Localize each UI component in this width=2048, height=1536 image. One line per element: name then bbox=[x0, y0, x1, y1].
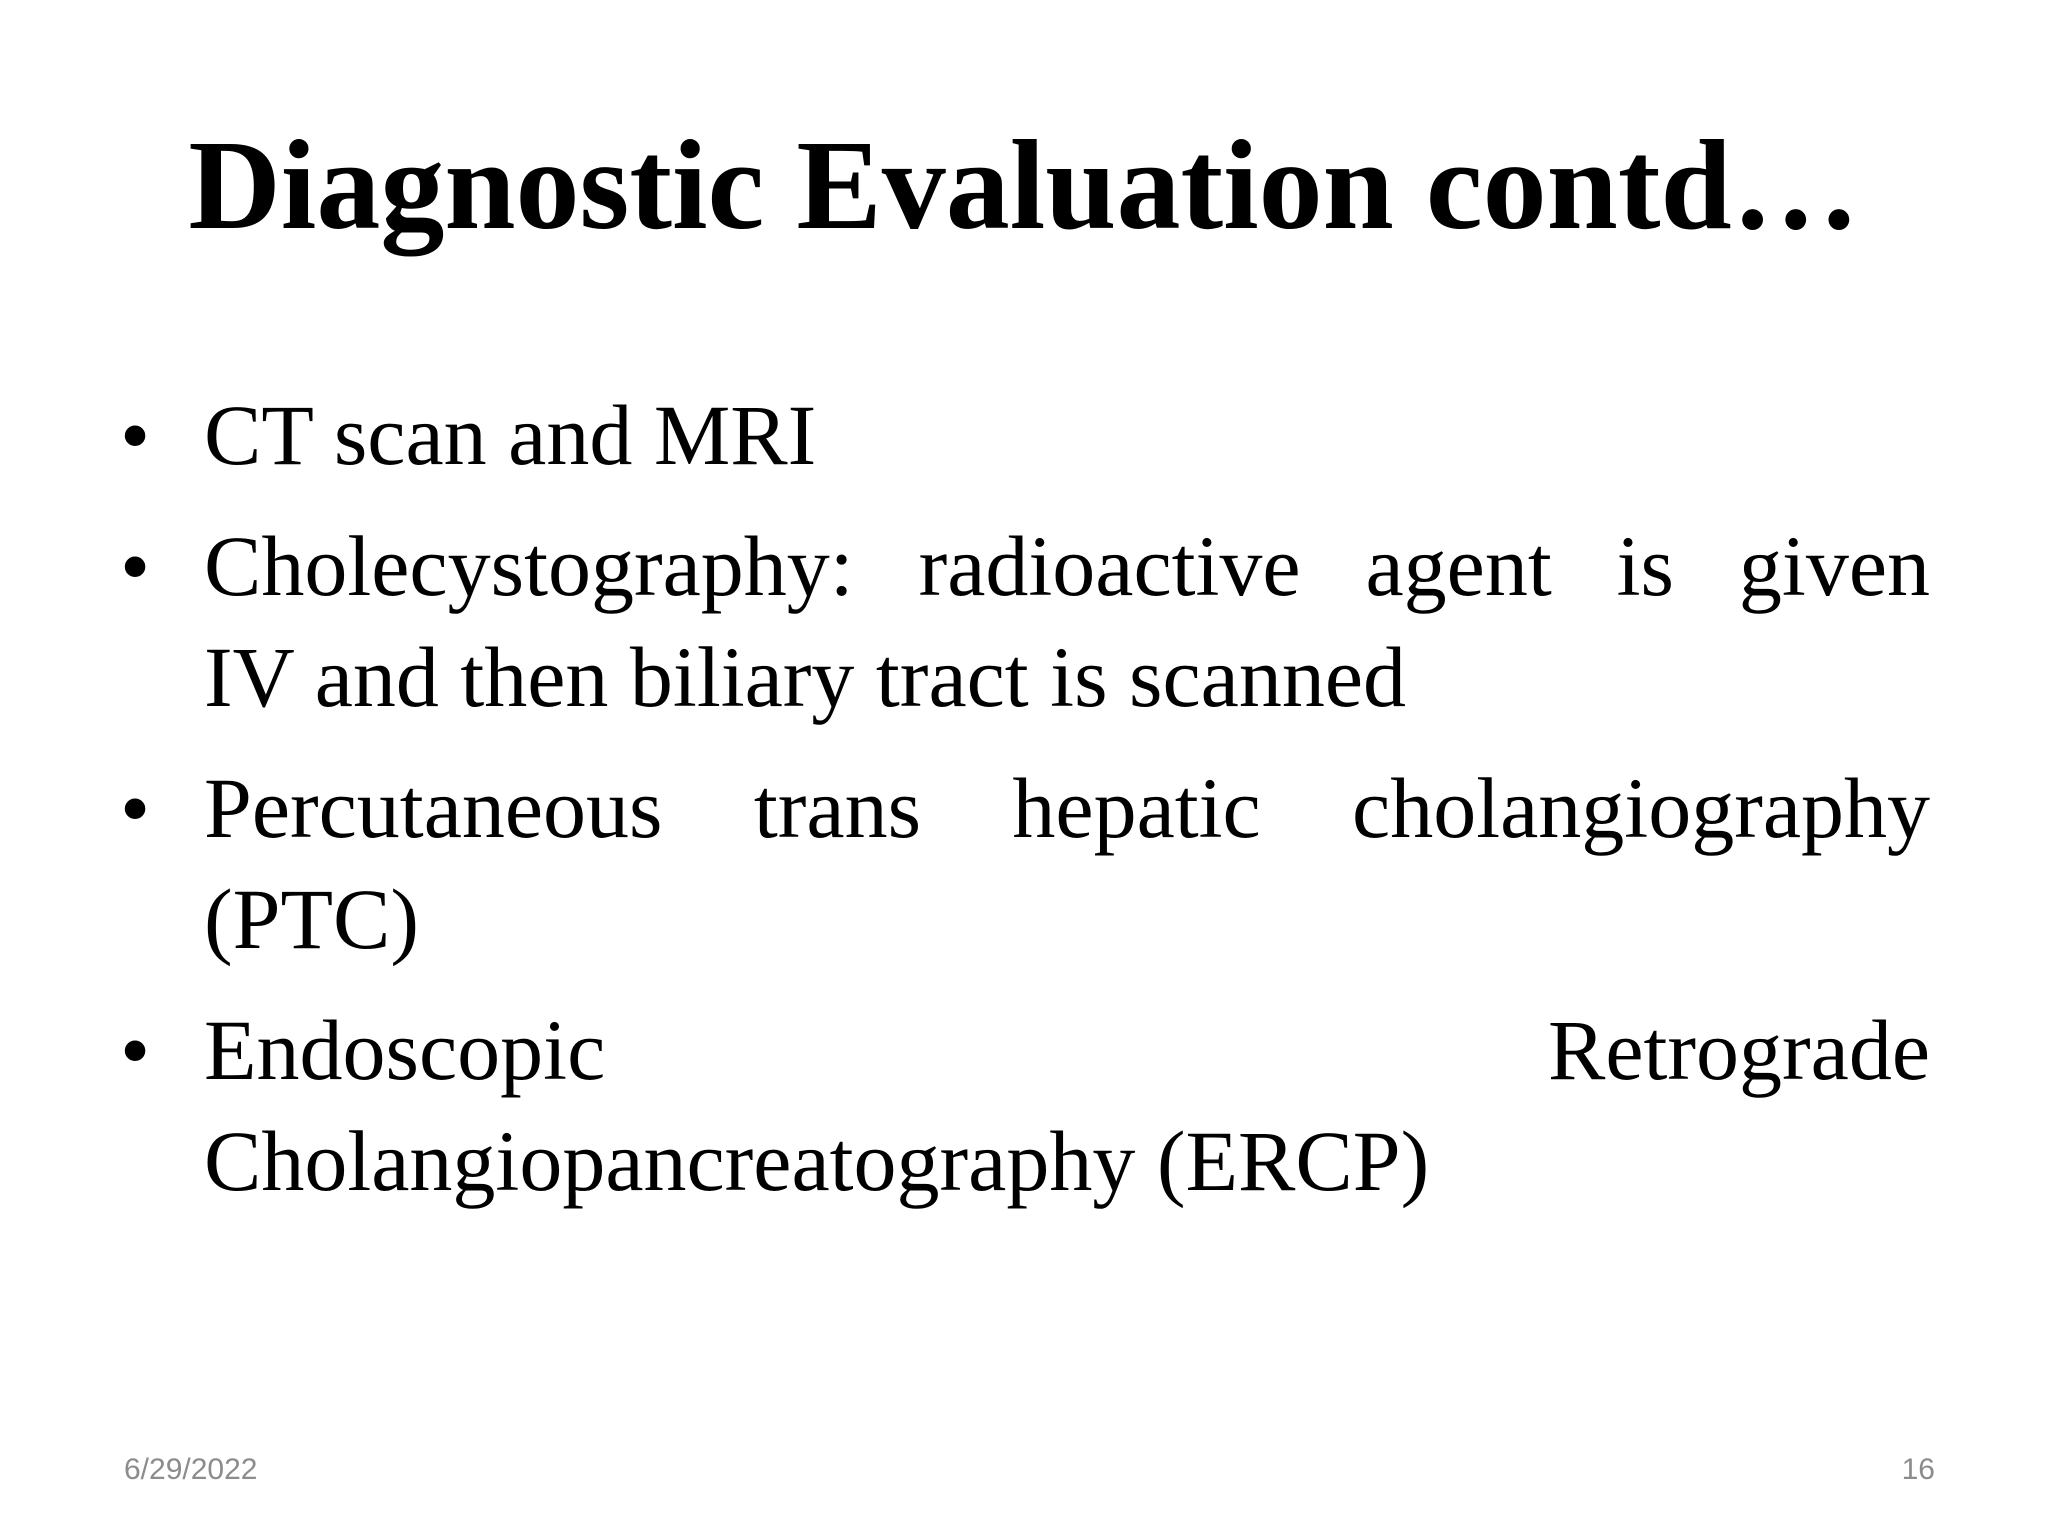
bullet-text-line: CT scan and MRI bbox=[204, 387, 817, 483]
bullet-item bbox=[120, 995, 1930, 1217]
bullet-item bbox=[120, 511, 1930, 733]
bullet-icon: • bbox=[120, 760, 151, 856]
bullet-text-line: Cholangiopancreatography (ERCP) bbox=[204, 1113, 1430, 1209]
bullet-icon: • bbox=[120, 518, 151, 614]
bullet-list bbox=[120, 380, 1930, 1237]
slide-title: Diagnostic Evaluation contd… bbox=[188, 114, 1860, 256]
bullet-text-line: Cholecystography: radioactive agent is given bbox=[204, 518, 1930, 614]
bullet-icon: • bbox=[120, 387, 151, 483]
bullet-text-line: (PTC) bbox=[204, 871, 419, 967]
bullet-text-line: Endoscopic Retrograde bbox=[204, 1002, 1930, 1098]
bullet-text-line: Percutaneous trans hepatic cholangiography bbox=[204, 760, 1930, 856]
bullet-icon: • bbox=[120, 1002, 151, 1098]
page-number: 16 bbox=[1901, 1453, 1935, 1486]
bullet-text-line: IV and then biliary tract is scanned bbox=[204, 629, 1407, 725]
footer-date: 6/29/2022 bbox=[124, 1453, 258, 1486]
bullet-item bbox=[120, 380, 1930, 491]
bullet-item bbox=[120, 753, 1930, 975]
